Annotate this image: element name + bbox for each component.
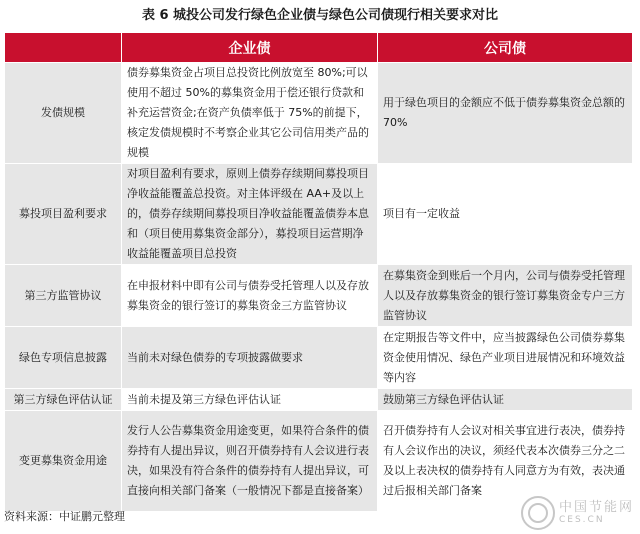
header-enterprise-bond: 企业债 (122, 33, 378, 63)
header-blank (5, 33, 122, 63)
row-label: 募投项目盈利要求 (5, 164, 122, 265)
row-label: 第三方绿色评估认证 (5, 389, 122, 411)
corporate-cell: 在定期报告等文件中，应当披露绿色公司债券募集资金使用情况、绿色产业项目进展情况和环境效益等内容 (378, 327, 633, 389)
watermark-logo (521, 496, 634, 530)
watermark-cn: 中国节能网 (558, 500, 634, 515)
table-row (5, 265, 633, 327)
enterprise-cell: 在申报材料中即有公司与债券受托管理人以及存放募集资金的银行签订的募集资金三方监管协议 (122, 265, 378, 327)
corporate-cell: 在募集资金到账后一个月内，公司与债券受托管理人以及存放募集资金的银行签订募集资金专户三方监管协议 (378, 265, 633, 327)
comparison-table (4, 32, 633, 512)
corporate-cell: 用于绿色项目的金额应不低于债券募集资金总额的 70% (378, 63, 633, 164)
row-label: 变更募集资金用途 (5, 411, 122, 512)
enterprise-cell: 发行人公告募集资金用途变更，如果符合条件的债券持有人提出异议，则召开债券持有人会议进行表决，如果没有符合条件的债券持有人提出异议，可直接向相关部门备案（一般情况下都是直接备案） (122, 411, 378, 512)
table-row (5, 164, 633, 265)
source-note: 资料来源：中证鹏元整理 (4, 510, 125, 523)
watermark-en: CES.CN (558, 515, 605, 525)
enterprise-cell: 当前未对绿色债券的专项披露做要求 (122, 327, 378, 389)
enterprise-cell: 当前未提及第三方绿色评估认证 (122, 389, 378, 411)
table-row (5, 389, 633, 411)
corporate-cell: 项目有一定收益 (378, 164, 633, 265)
enterprise-cell: 债券募集资金占项目总投资比例放宽至 80%;可以使用不超过 50%的募集资金用于偿还银行贷款和补充运营资金;在资产负债率低于 75%的前提下，核定发债规模时不考察企业其它公司信用类产品的规模 (122, 63, 378, 164)
enterprise-cell: 对项目盈利有要求，原则上债券存续期间募投项目净收益能覆盖总投资。对主体评级在 AA+及以上的，债券存续期间募投项目净收益能覆盖债券本息和（项目使用募集资金部分），募投项目运营期净收益能覆盖项目总投资 (122, 164, 378, 265)
header-corporate-bond: 公司债 (378, 33, 633, 63)
table-row (5, 63, 633, 164)
table-row (5, 327, 633, 389)
logo-seal-icon (521, 496, 555, 530)
corporate-cell: 鼓励第三方绿色评估认证 (378, 389, 633, 411)
header-row (5, 33, 633, 63)
row-label: 绿色专项信息披露 (5, 327, 122, 389)
corporate-cell: 召开债券持有人会议对相关事宜进行表决，债券持有人会议作出的决议，须经代表本次债券三分之二及以上表决权的债券持有人同意方为有效，表决通过后报相关部门备案 (378, 411, 633, 512)
row-label: 发债规模 (5, 63, 122, 164)
table-title: 表 6 城投公司发行绿色企业债与绿色公司债现行相关要求对比 (141, 8, 499, 23)
row-label: 第三方监管协议 (5, 265, 122, 327)
